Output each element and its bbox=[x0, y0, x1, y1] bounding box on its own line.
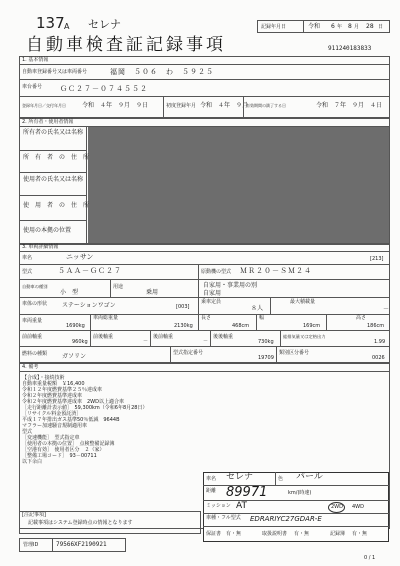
gross-weight: 2130kg bbox=[174, 323, 193, 329]
expiry-date: 令和 ７年 ９月 ４日 bbox=[316, 102, 383, 109]
length: 468cm bbox=[232, 323, 250, 329]
remark-line: ［リサイクル料金預託済］ bbox=[22, 411, 82, 417]
notice-header: [注記事項] bbox=[22, 512, 46, 518]
first-registration-month: 令和 ４年 ９月 bbox=[200, 102, 249, 109]
vehicle-kind: 小 型 bbox=[60, 289, 79, 296]
doc-number: 911240183833 bbox=[328, 45, 372, 52]
remark-line: 【合成】・接続技術 bbox=[22, 375, 65, 381]
issue-date-day: 28 bbox=[366, 23, 374, 30]
chassis-number: ＧＣ２７－０７４５５２ bbox=[60, 85, 148, 93]
page-mark: 0 / 1 bbox=[364, 555, 376, 561]
management-id: 79566XF2190921 bbox=[56, 541, 107, 548]
displacement: 1.99 bbox=[374, 339, 386, 345]
page-title: 自動車検査証記録事項 bbox=[26, 35, 226, 55]
width: 169cm bbox=[303, 323, 321, 329]
sticker-transmission: AT bbox=[236, 501, 247, 511]
section1-header: 1. 基本情報 bbox=[22, 57, 49, 63]
registration-date: 令和 ４年 ９月 ９日 bbox=[82, 102, 149, 109]
vehicle-weight: 1690kg bbox=[66, 323, 85, 329]
designation-number: 19709 bbox=[258, 355, 274, 361]
sticker-car-name: セレナ bbox=[226, 472, 254, 482]
remark-line: ［整備工場コード］ 93－00711 bbox=[22, 453, 97, 459]
max-load: － bbox=[383, 306, 390, 313]
section4-header: 4. 備考 bbox=[22, 364, 39, 370]
handwritten-car-name: セレナ bbox=[88, 18, 121, 31]
vehicle-use: 乗用 bbox=[146, 289, 159, 296]
notice-text: 記載事項はシステム登録時点の情報となります bbox=[28, 520, 133, 526]
sticker-manual: 有・無 bbox=[294, 531, 310, 537]
redacted-owner-user-info bbox=[88, 127, 389, 243]
remark-line: 自動車重量税額 ￥16,400 bbox=[22, 381, 85, 387]
issue-date-label: 記録年月日 bbox=[261, 24, 287, 30]
handwritten-number: 137 bbox=[36, 14, 65, 32]
issue-date-month: 8 bbox=[348, 23, 352, 30]
remark-line: 令和２年度燃費基準達成車 2WD以上適合車 bbox=[22, 399, 124, 405]
height: 186cm bbox=[367, 323, 385, 329]
drive-4wd: 4WD bbox=[352, 504, 364, 510]
handwritten-letter: A bbox=[64, 22, 70, 31]
remark-line: 令和１２年度燃費基準２５％達成車 bbox=[22, 387, 103, 393]
model-type: ５ＡＡ－ＧＣ２７ bbox=[58, 267, 122, 275]
drive-2wd: 2WD bbox=[331, 504, 343, 510]
maker-name: ニッサン bbox=[66, 253, 94, 261]
remark-line: マフラー加速騒音規制適用車 bbox=[22, 423, 88, 429]
engine-type: ＭＲ２０－ＳＭ２４ bbox=[240, 267, 312, 275]
body-code: [003] bbox=[176, 304, 190, 310]
body-shape: ステーションワゴン bbox=[62, 302, 116, 309]
sticker-mileage: 89971 bbox=[226, 485, 268, 500]
remark-line: 平成１７年排出ガス基準50％低減 9644B bbox=[22, 417, 120, 423]
private-business: 自家用 bbox=[203, 290, 222, 297]
remark-line: 令和２年度燃費基準達成車 bbox=[22, 393, 83, 399]
remark-line: 型式 bbox=[22, 429, 33, 435]
remark-line: ［変速機能］ 型式指定車 bbox=[22, 435, 80, 441]
sticker-warranty: 有・無 bbox=[226, 531, 242, 537]
front-rear-axle: － bbox=[143, 338, 149, 344]
sticker-color: パール bbox=[296, 472, 323, 482]
issue-date-year: 6 bbox=[331, 23, 335, 30]
fuel-type: ガソリン bbox=[62, 353, 87, 360]
sticker-record: 有・無 bbox=[352, 531, 368, 537]
registration-number: 福岡 ５０６ わ ５９２５ bbox=[110, 68, 214, 76]
issue-date-era: 令和 bbox=[308, 23, 321, 30]
rear-rear-axle: 730kg bbox=[258, 339, 274, 345]
rear-front-axle: － bbox=[203, 338, 209, 344]
remark-line: ［走行距離計表示値］ 59,300km（令和6年8月28日） bbox=[22, 405, 148, 411]
remark-line: 以下余白 bbox=[22, 459, 43, 465]
front-front-axle: 960kg bbox=[72, 339, 88, 345]
remark-line: ［空港有効］ 使用者区分 ２（家） bbox=[22, 447, 105, 453]
sticker-full-model: EDRARIYC27GDAR-E bbox=[250, 515, 322, 523]
remark-line: ［使用者の本拠の位置］ 点検整備記録簿 bbox=[22, 441, 115, 447]
inspection-certificate-page: 137 A セレナ 記録年月日 令和 6 年 8 月 28 日 自動車検査証記録事項 911240183833 1. 基本情報 自動車登録番号又は車両番号 福岡 ５０６ わ ５９２５ 車台番号 ＧＣ２７－０７４５５２ 登録年月日／交付年月日 令和 ４年 ９月 ９日 初度登録年月 令和 ４年 ９月 有効期間の満了する日 令和 ７年 ９月 ４日 2. 所有者・使用者情報 所有者の氏名又は名称 所 有 者 の 住 所 使用者の氏名又は名称 使 用 者 の 住 所 使用の本拠の位置 3. 車両詳細情報 車名 ニッサン [213] 型式 ５ＡＡ－ＧＣ２７ 原動機の型式 ＭＲ２０－ＳＭ２４ 自動車の種別 小 型 用途 乗用 自家用・事業用の別 自家用 車体の形状 ステーションワゴン [003] 乗車定員 ８人 最大積載量 － 車両重量 1690kg 車両総重量 2130kg 長さ 468cm 幅 169cm 高さ 186cm 前前軸重 960kg 前後軸重 － 後前軸重 － 後後軸重 730kg 総排気量又は定格出力 1.99 燃料の種類 ガソリン 型式指定番号 19709 類別区分番号 0026 4. 備考 【合成】・接続技術 自動車重量税額 ￥16,400 令和１２年度燃費基準２５％達成車 令和２年度燃費基準達成車 令和２年度燃費基準達成車 2WD以上適合車 ［走行距離計表示値］ 59,300km（令和6年8月28日） ［リサイクル料金預託済］ 平成１７年排出ガス基準50％低減 9644B マフラー加速騒音規制適用車 型式 ［変速機能］ 型式指定車 ［使用者の本拠の位置］ 点検整備記録簿 ［空港有効］ 使用者区分 ２（家） ［整備工場コード］ 93－00711 以下余白 車名 セレナ 色 パール 距離 89971 km/(時速) ミッション AT 2WD 4WD 車種・フル型式 EDRARIYC27GDAR-E 保証書 有・無 取扱説明書 有・無 記録簿 有・無 [注記事項] 記載事項はシステム登録時点の情報となります 管理ID 79566XF2190921 0 / 1 bbox=[0, 0, 400, 566]
maker-code: [213] bbox=[370, 256, 384, 262]
seating-capacity: ８人 bbox=[251, 305, 264, 312]
category-number: 0026 bbox=[372, 355, 385, 361]
section3-header: 3. 車両詳細情報 bbox=[22, 244, 59, 250]
section2-header: 2. 所有者・使用者情報 bbox=[22, 119, 74, 125]
remarks-list bbox=[22, 374, 202, 464]
